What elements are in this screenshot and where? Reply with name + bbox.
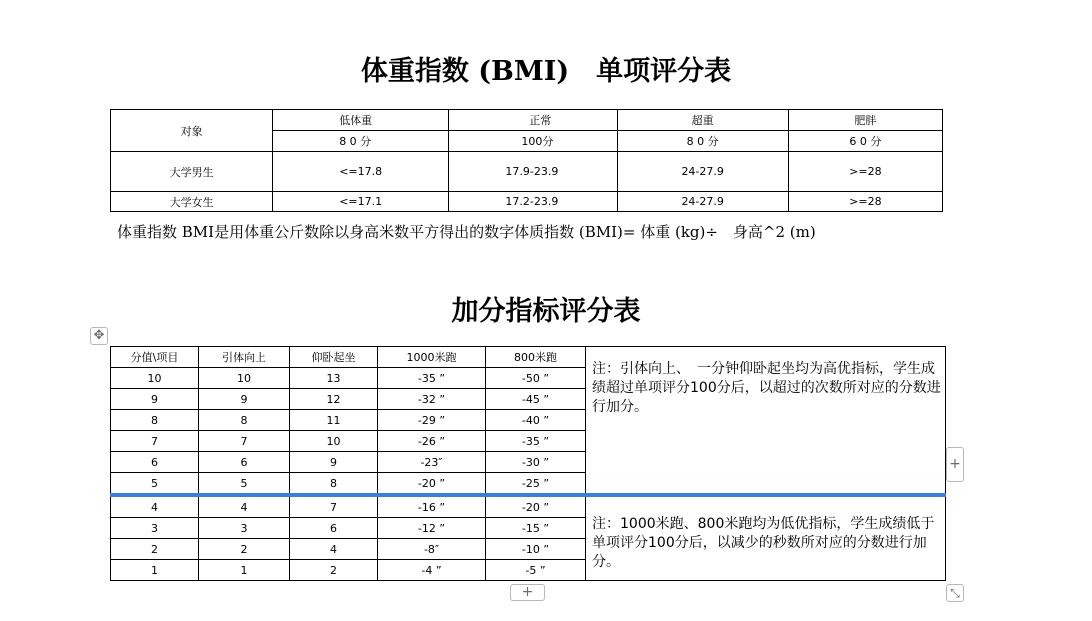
cell: 4 <box>111 495 199 518</box>
cell: 6 <box>290 518 378 539</box>
cell: 6 <box>199 452 290 473</box>
cell: 10 <box>290 431 378 452</box>
score-cell: 8 0 分 <box>617 131 788 152</box>
category-header: 正常 <box>449 110 617 131</box>
add-row-button[interactable]: + <box>510 584 545 601</box>
header-cell: 分值\项目 <box>111 347 199 368</box>
row-label: 大学女生 <box>111 192 273 212</box>
cell: -50 ” <box>486 368 586 389</box>
cell: 9 <box>111 389 199 410</box>
cell: 4 <box>290 539 378 560</box>
cell: -40 ” <box>486 410 586 431</box>
table-row <box>111 152 943 192</box>
cell: -30 ” <box>486 452 586 473</box>
cell: -35 ” <box>378 368 486 389</box>
cell: -10 ” <box>486 539 586 560</box>
cell: -45 ” <box>486 389 586 410</box>
cell: 4 <box>199 495 290 518</box>
cell: -26 ” <box>378 431 486 452</box>
cell: -35 ” <box>486 431 586 452</box>
cell: 12 <box>290 389 378 410</box>
row-label: 大学男生 <box>111 152 273 192</box>
cell: 3 <box>111 518 199 539</box>
value-cell: >=28 <box>788 192 942 212</box>
table-row <box>111 192 943 212</box>
header-cell: 800米跑 <box>486 347 586 368</box>
cell: 7 <box>111 431 199 452</box>
category-header: 低体重 <box>273 110 449 131</box>
header-row <box>111 347 946 368</box>
cell: -20 ” <box>378 473 486 496</box>
add-column-button[interactable]: + <box>946 447 964 482</box>
cell: -23″ <box>378 452 486 473</box>
category-header: 超重 <box>617 110 788 131</box>
cell: 10 <box>199 368 290 389</box>
value-cell: >=28 <box>788 152 942 192</box>
cell: 6 <box>111 452 199 473</box>
table-row <box>111 495 946 518</box>
cell: 8 <box>199 410 290 431</box>
cell: 1 <box>199 560 290 581</box>
low-indicator-note: 注：1000米跑、800米跑均为低优指标，学生成绩低于单项评分100分后，以减少的秒数所对应的分数进行加分。 <box>586 495 946 581</box>
cell: 9 <box>290 452 378 473</box>
cell: -5 ” <box>486 560 586 581</box>
cell: 5 <box>199 473 290 496</box>
cell: -29 ” <box>378 410 486 431</box>
bmi-score-table <box>110 109 943 212</box>
score-cell: 8 0 分 <box>273 131 449 152</box>
bonus-score-table <box>110 346 946 581</box>
cell: 9 <box>199 389 290 410</box>
value-cell: 17.2-23.9 <box>449 192 617 212</box>
cell: -8″ <box>378 539 486 560</box>
object-header: 对象 <box>111 110 273 152</box>
cell: 8 <box>111 410 199 431</box>
bmi-formula-note: 体重指数 BMI是用体重公斤数除以身高米数平方得出的数字体质指数 (BMI)= 体重 (kg)÷ 身高^2 (m) <box>117 223 816 241</box>
cell: 11 <box>290 410 378 431</box>
cell: -20 ” <box>486 495 586 518</box>
move-icon[interactable]: ✥ <box>90 327 108 345</box>
cell: 2 <box>111 539 199 560</box>
header-cell: 引体向上 <box>199 347 290 368</box>
resize-icon[interactable]: ⤡ <box>946 584 964 602</box>
cell: -16 ” <box>378 495 486 518</box>
cell: 2 <box>290 560 378 581</box>
cell: 13 <box>290 368 378 389</box>
score-cell: 100分 <box>449 131 617 152</box>
value-cell: 24-27.9 <box>617 192 788 212</box>
cell: 5 <box>111 473 199 496</box>
cell: 1 <box>111 560 199 581</box>
cell: -25 ” <box>486 473 586 496</box>
cell: -12 ” <box>378 518 486 539</box>
cell: 7 <box>290 495 378 518</box>
value-cell: 17.9-23.9 <box>449 152 617 192</box>
bonus-table-title: 加分指标评分表 <box>451 296 641 327</box>
category-header: 肥胖 <box>788 110 942 131</box>
cell: 8 <box>290 473 378 496</box>
cell: -32 ” <box>378 389 486 410</box>
header-cell: 1000米跑 <box>378 347 486 368</box>
value-cell: 24-27.9 <box>617 152 788 192</box>
cell: -15 ” <box>486 518 586 539</box>
bmi-table-title: 体重指数 (BMI) 单项评分表 <box>360 56 732 87</box>
cell: 3 <box>199 518 290 539</box>
value-cell: <=17.8 <box>273 152 449 192</box>
cell: 7 <box>199 431 290 452</box>
cell: 10 <box>111 368 199 389</box>
header-cell: 仰卧起坐 <box>290 347 378 368</box>
score-cell: 6 0 分 <box>788 131 942 152</box>
value-cell: <=17.1 <box>273 192 449 212</box>
high-indicator-note: 注：引体向上、 一分钟仰卧起坐均为高优指标，学生成绩超过单项评分100分后，以超过的次数所对应的分数进行加分。 <box>586 347 946 496</box>
cell: 2 <box>199 539 290 560</box>
cell: -4 ” <box>378 560 486 581</box>
